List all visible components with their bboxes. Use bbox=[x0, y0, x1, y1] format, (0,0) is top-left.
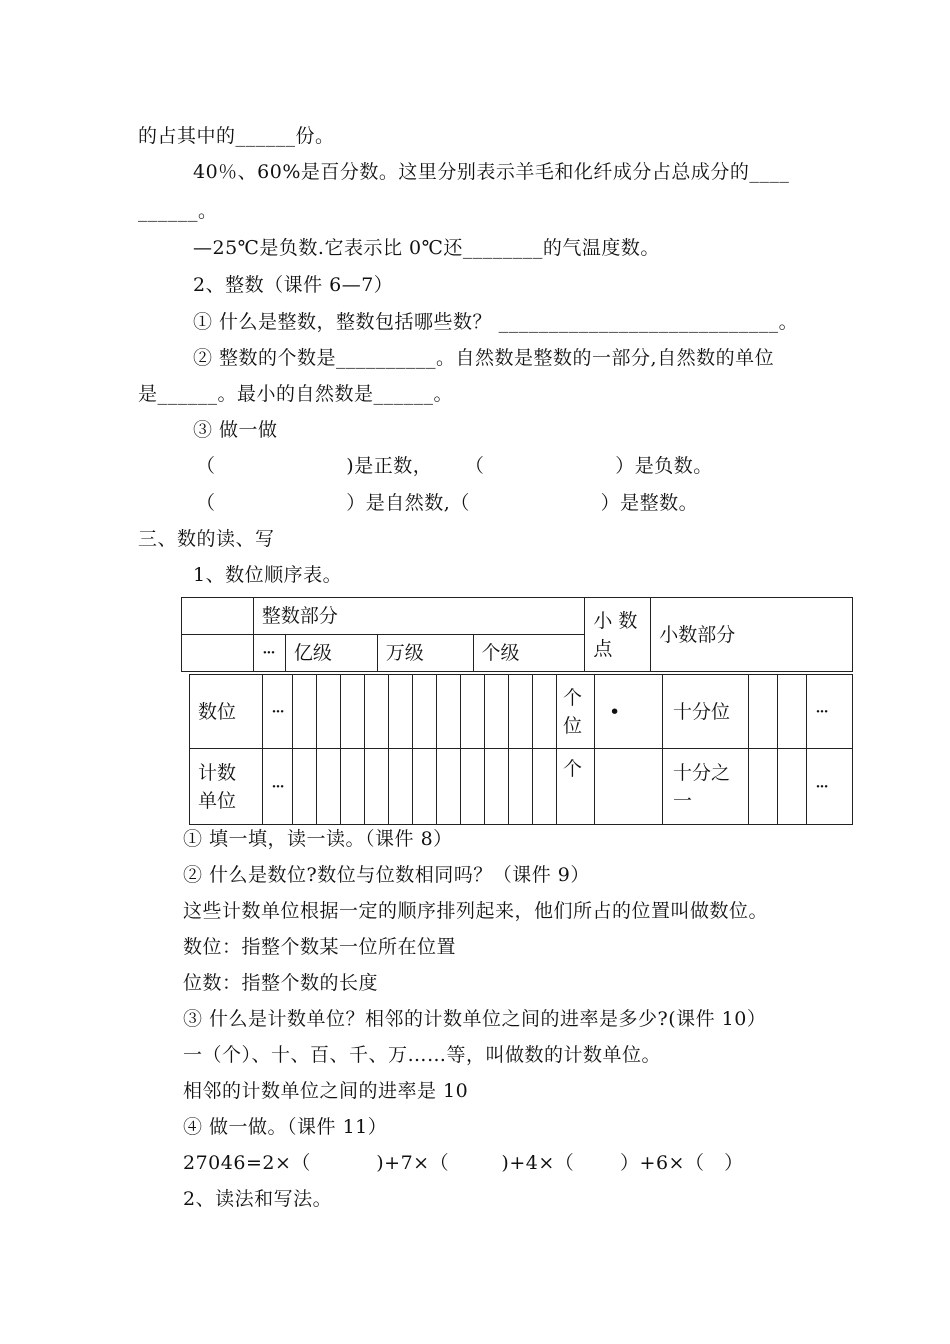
text-line: ③ 做一做 bbox=[193, 419, 278, 441]
section-heading: 2、读法和写法。 bbox=[183, 1188, 333, 1210]
ellipsis-cell: ··· bbox=[253, 635, 285, 672]
ellipsis-cell: ··· bbox=[263, 749, 293, 825]
blank-cell bbox=[317, 749, 341, 825]
blank-cell bbox=[485, 675, 509, 749]
blank-cell bbox=[749, 749, 778, 825]
blank-cell bbox=[293, 675, 317, 749]
row-label-place: 数位 bbox=[190, 675, 263, 749]
blank-cell bbox=[778, 675, 807, 749]
blank-cell bbox=[437, 749, 461, 825]
blank-cell bbox=[317, 675, 341, 749]
equation-line: 27046=2×（ )+7×（ )+4×（ ）+6×（ ） bbox=[183, 1152, 744, 1174]
tenths-unit-cell: 十分之 一 bbox=[663, 749, 749, 825]
text-line: 是______。最小的自然数是______。 bbox=[138, 383, 454, 405]
text-line: 位数：指整个数的长度 bbox=[183, 972, 379, 994]
text-line: （ )是正数， （ ）是负数。 bbox=[196, 455, 713, 477]
blank-cell bbox=[437, 675, 461, 749]
ge-level-label: 个级 bbox=[473, 635, 585, 672]
blank-cell bbox=[389, 749, 413, 825]
blank-cell bbox=[533, 749, 557, 825]
blank-cell bbox=[595, 749, 663, 825]
blank-cell bbox=[509, 749, 533, 825]
text-line: ① 什么是整数，整数包括哪些数？ ____________________________。 bbox=[193, 311, 799, 333]
text-line: 40％、60%是百分数。这里分别表示羊毛和化纤成分占总成分的____ bbox=[193, 161, 790, 183]
blank-cell bbox=[293, 749, 317, 825]
blank-cell bbox=[341, 675, 365, 749]
ellipsis-cell: ··· bbox=[263, 675, 293, 749]
integer-part-label: 整数部分 bbox=[253, 598, 585, 635]
blank-cell bbox=[778, 749, 807, 825]
blank-cell bbox=[365, 749, 389, 825]
wan-level-label: 万级 bbox=[377, 635, 473, 672]
section-heading: 三、数的读、写 bbox=[138, 528, 275, 550]
text-line: ② 整数的个数是__________。自然数是整数的一部分,自然数的单位 bbox=[193, 347, 775, 369]
yi-level-label: 亿级 bbox=[285, 635, 377, 672]
empty-cell bbox=[182, 635, 254, 672]
text-line: 这些计数单位根据一定的顺序排列起来，他们所占的位置叫做数位。 bbox=[183, 900, 769, 922]
text-line: ① 填一填，读一读。（课件 8） bbox=[183, 828, 453, 850]
text-line: —25℃是负数.它表示比 0℃还________的气温度数。 bbox=[193, 237, 660, 259]
blank-cell bbox=[461, 675, 485, 749]
ones-place-cell: 个 位 bbox=[557, 675, 595, 749]
text-line: 一（个）、十、百、千、万……等，叫做数的计数单位。 bbox=[183, 1044, 662, 1066]
blank-cell bbox=[341, 749, 365, 825]
decimal-point-cell: • bbox=[595, 675, 663, 749]
empty-cell bbox=[182, 598, 254, 635]
text-line: ④ 做一做。（课件 11） bbox=[183, 1116, 388, 1138]
tenths-place-cell: 十分位 bbox=[663, 675, 749, 749]
blank-cell bbox=[365, 675, 389, 749]
text-line: ② 什么是数位?数位与位数相同吗？（课件 9） bbox=[183, 864, 590, 886]
ones-unit-cell: 个 bbox=[557, 749, 595, 825]
text-line: ______。 bbox=[138, 200, 218, 222]
ellipsis-cell: ··· bbox=[807, 675, 853, 749]
blank-cell bbox=[413, 675, 437, 749]
blank-cell bbox=[509, 675, 533, 749]
text-line: 相邻的计数单位之间的进率是 10 bbox=[183, 1080, 469, 1102]
blank-cell bbox=[749, 675, 778, 749]
place-value-header-table bbox=[181, 597, 853, 672]
row-label-unit: 计数 单位 bbox=[190, 749, 263, 825]
text-line: 1、数位顺序表。 bbox=[193, 564, 343, 586]
blank-cell bbox=[533, 675, 557, 749]
blank-cell bbox=[413, 749, 437, 825]
text-line: ③ 什么是计数单位？相邻的计数单位之间的进率是多少?(课件 10） bbox=[183, 1008, 767, 1030]
text-line: （ ）是自然数,（ ）是整数。 bbox=[196, 492, 699, 514]
decimal-part-label: 小数部分 bbox=[651, 598, 853, 672]
blank-cell bbox=[485, 749, 509, 825]
ellipsis-cell: ··· bbox=[807, 749, 853, 825]
text-line: 数位：指整个数某一位所在位置 bbox=[183, 936, 457, 958]
section-heading: 2、整数（课件 6—7） bbox=[193, 274, 394, 296]
decimal-point-label: 小 数 点 bbox=[585, 598, 651, 672]
blank-cell bbox=[389, 675, 413, 749]
text-line: 的占其中的______份。 bbox=[138, 125, 335, 147]
place-value-table bbox=[189, 674, 853, 825]
blank-cell bbox=[461, 749, 485, 825]
